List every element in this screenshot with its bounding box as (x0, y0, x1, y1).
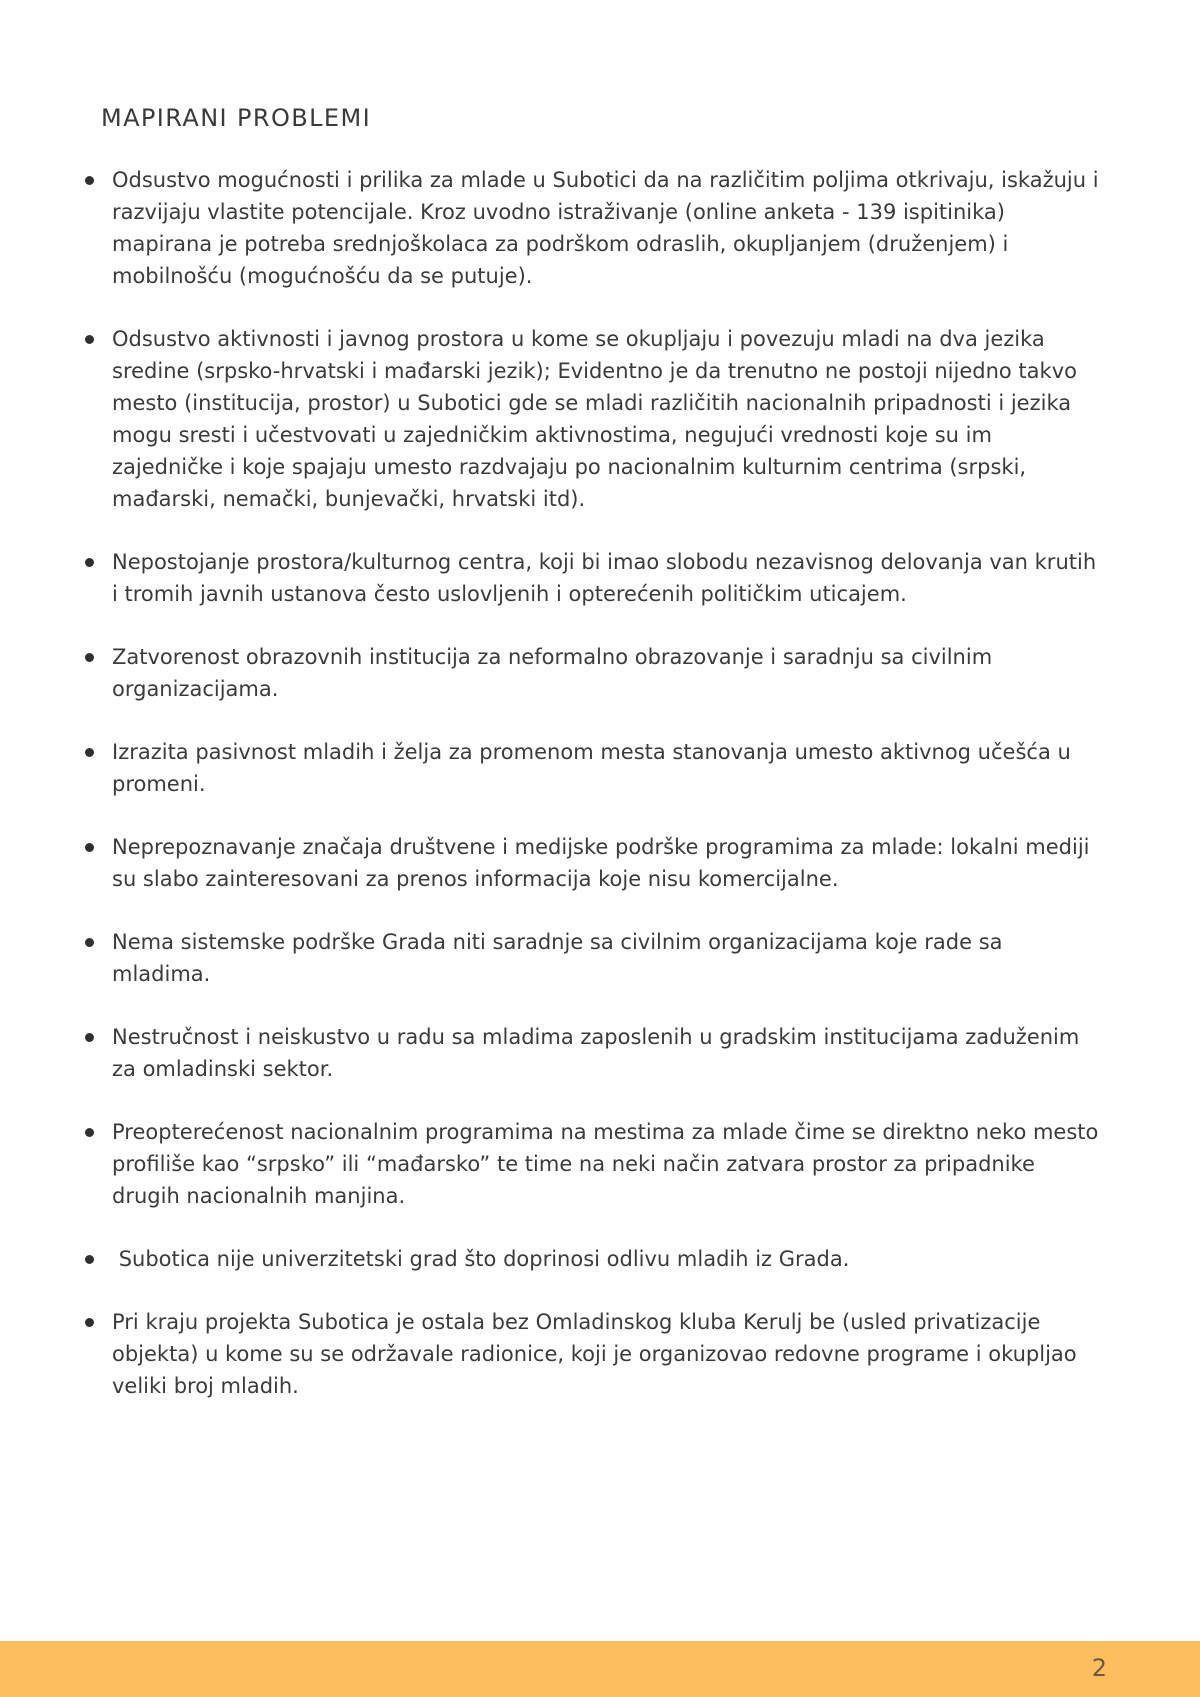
bullet-icon (85, 176, 94, 185)
list-item-text: Zatvorenost obrazovnih institucija za neformalno obrazovanje i saradnju sa civilnim organizacijama. (112, 645, 993, 701)
list-item (84, 831, 1104, 895)
list-item (84, 1021, 1104, 1085)
bullet-icon (85, 938, 94, 947)
bullet-icon (85, 558, 94, 567)
list-item (84, 1243, 1104, 1275)
bullet-icon (85, 1318, 94, 1327)
list-item-text: Nema sistemske podrške Grada niti saradnje sa civilnim organizacijama koje rade sa mladima. (112, 930, 1003, 986)
footer-bar (0, 1641, 1200, 1697)
bullet-icon (85, 1033, 94, 1042)
bullet-icon (85, 1255, 94, 1264)
list-item (84, 1306, 1104, 1402)
problem-list (84, 164, 1104, 1433)
list-item (84, 323, 1104, 515)
list-item-text: Izrazita pasivnost mladih i želja za promenom mesta stanovanja umesto aktivnog učešća u promeni. (112, 740, 1071, 796)
list-item-text: Nepostojanje prostora/kulturnog centra, koji bi imao slobodu nezavisnog delovanja van krutih i tromih javnih ustanova često uslovljenih i opterećenih političkim uticajem. (112, 550, 1097, 606)
list-item (84, 1116, 1104, 1212)
list-item-text: Pri kraju projekta Subotica je ostala bez Omladinskog kluba Kerulj be (usled privatizacije objekta) u kome su se održavale radionice, koji je organizovao redovne programe i okupljao veliki broj mladih. (112, 1310, 1077, 1398)
page-heading: MAPIRANI PROBLEMI (101, 104, 372, 132)
bullet-icon (85, 748, 94, 757)
bullet-icon (85, 653, 94, 662)
page-number: 2 (1091, 1654, 1107, 1682)
list-item (84, 164, 1104, 292)
list-item-text: Nestručnost i neiskustvo u radu sa mladima zaposlenih u gradskim institucijama zaduženim za omladinski sektor. (112, 1025, 1080, 1081)
bullet-icon (85, 335, 94, 344)
list-item (84, 641, 1104, 705)
list-item-text: Odsustvo mogućnosti i prilika za mlade u Subotici da na različitim poljima otkrivaju, iskažuju i razvijaju vlastite potencijale. Kroz uvodno istraživanje (online anketa - 139 ispitinika) mapirana je potreba srednjoškolaca za podrškom odraslih, okupljanjem (druženjem) i mobilnošću (mogućnošću da se putuje). (112, 168, 1099, 288)
list-item (84, 736, 1104, 800)
bullet-icon (85, 843, 94, 852)
list-item-text: Odsustvo aktivnosti i javnog prostora u kome se okupljaju i povezuju mladi na dva jezika sredine (srpsko-hrvatski i mađarski jezik); Evidentno je da trenutno ne postoji nijedno takvo mesto (institucija, prostor) u Subotici gde se mladi različitih nacionalnih pripadnosti i jezika mogu sresti i učestvovati u zajedničkim aktivnostima, negujući vrednosti koje su im zajedničke i koje spajaju umesto razdvajaju po nacionalnim kulturnim centrima (srpski, mađarski, nemački, bunjevački, hrvatski itd). (112, 327, 1077, 511)
list-item (84, 546, 1104, 610)
bullet-icon (85, 1128, 94, 1137)
list-item-text: Subotica nije univerzitetski grad što doprinosi odlivu mladih iz Grada. (112, 1247, 850, 1271)
list-item-text: Neprepoznavanje značaja društvene i medijske podrške programima za mlade: lokalni mediji su slabo zainteresovani za prenos informacija koje nisu komercijalne. (112, 835, 1090, 891)
list-item (84, 926, 1104, 990)
list-item-text: Preopterećenost nacionalnim programima na mestima za mlade čime se direktno neko mesto profiliše kao “srpsko” ili “mađarsko” te time na neki način zatvara prostor za pripadnike drugih nacionalnih manjina. (112, 1120, 1099, 1208)
